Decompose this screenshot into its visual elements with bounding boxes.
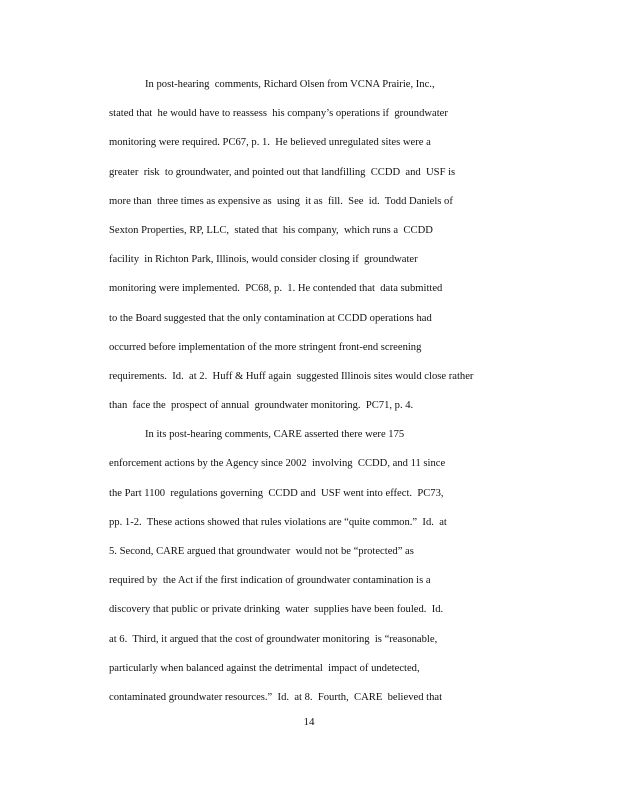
paragraph-line: In post-hearing comments, Richard Olsen from VCNA Prairie, Inc., bbox=[145, 79, 435, 90]
paragraph-line: particularly when balanced against the detrimental impact of undetected, bbox=[109, 662, 420, 674]
paragraph-line: stated that he would have to reassess his company’s operations if groundwater bbox=[109, 108, 448, 120]
paragraph-line: at 6. Third, it argued that the cost of groundwater monitoring is “reasonable, bbox=[109, 633, 438, 645]
paragraph-line: enforcement actions by the Agency since 2002 involving CCDD, and 11 since bbox=[109, 458, 446, 470]
paragraph-line: more than three times as expensive as using it as fill. See id. Todd Daniels of bbox=[109, 195, 453, 207]
paragraph-line: contaminated groundwater resources.” Id. at 8. Fourth, CARE believed that bbox=[109, 691, 443, 703]
paragraph-line: In its post-hearing comments, CARE asserted there were 175 bbox=[145, 429, 405, 441]
paragraph-line: than face the prospect of annual groundwater monitoring. PC71, p. 4. bbox=[109, 400, 414, 412]
paragraph-line: monitoring were implemented. PC68, p. 1. He contended that data submitted bbox=[109, 283, 443, 295]
page-number: 14 bbox=[303, 716, 315, 728]
paragraph-line: pp. 1-2. These actions showed that rules violations are “quite common.” Id. at bbox=[109, 516, 447, 528]
paragraph-line: facility in Richton Park, Illinois, would consider closing if groundwater bbox=[109, 254, 418, 266]
paragraph-line: monitoring were required. PC67, p. 1. He believed unregulated sites were a bbox=[109, 137, 431, 149]
paragraph-line: Sexton Properties, RP, LLC, stated that his company, which runs a CCDD bbox=[109, 224, 433, 236]
paragraph-line: discovery that public or private drinking water supplies have been fouled. Id. bbox=[109, 604, 444, 616]
paragraph-line: the Part 1100 regulations governing CCDD and USF went into effect. PC73, bbox=[109, 487, 444, 499]
paragraph-line: to the Board suggested that the only contamination at CCDD operations had bbox=[109, 312, 432, 324]
paragraph-line: requirements. Id. at 2. Huff & Huff again suggested Illinois sites would close rather bbox=[109, 370, 474, 382]
paragraph-line: 5. Second, CARE argued that groundwater would not be “protected” as bbox=[109, 546, 414, 557]
body-text bbox=[109, 70, 521, 712]
paragraph-line: occurred before implementation of the more stringent front-end screening bbox=[109, 341, 422, 353]
paragraph-line: greater risk to groundwater, and pointed out that landfilling CCDD and USF is bbox=[109, 166, 456, 178]
paragraph-line: required by the Act if the first indication of groundwater contamination is a bbox=[109, 575, 431, 587]
